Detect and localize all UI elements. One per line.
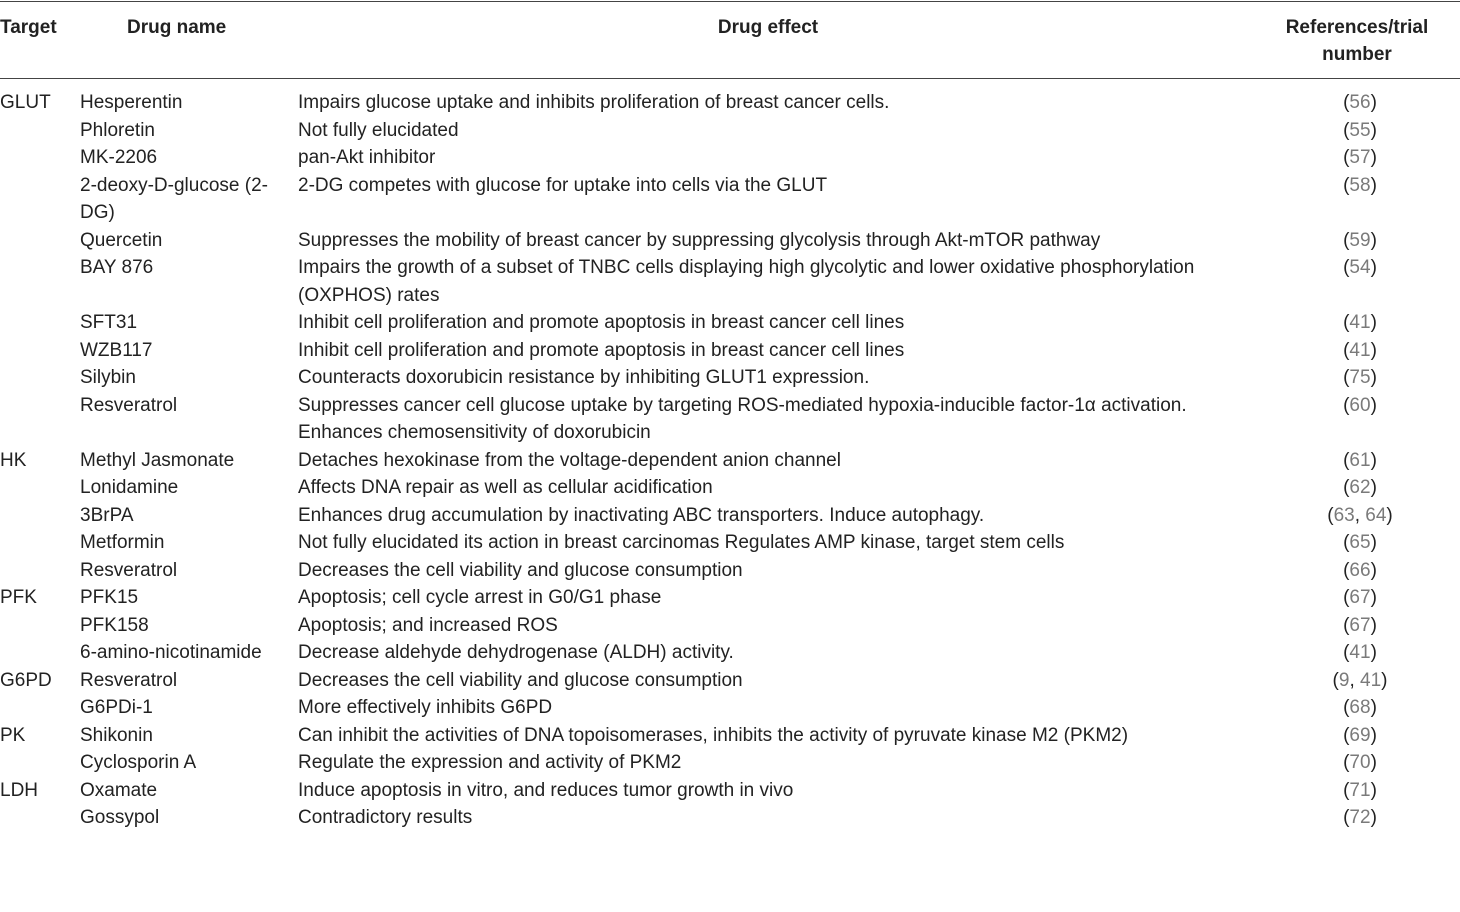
header-drug-effect-label: Drug effect (717, 17, 819, 38)
cell-target (0, 694, 80, 722)
table-row (0, 254, 1460, 309)
reference-link[interactable]: 41 (1349, 642, 1371, 663)
reference-link[interactable]: 60 (1349, 394, 1371, 416)
drug-name-text: 3BrPA (80, 504, 134, 526)
cell-drug-name (80, 612, 298, 640)
reference-link[interactable]: 41 (1349, 339, 1371, 361)
cell-drug-name (80, 667, 298, 695)
cell-references: (71) (1343, 779, 1377, 801)
cell-drug-name (80, 337, 298, 365)
cell-drug-effect: Impairs the growth of a subset of TNBC cells displaying high glycolytic and lower oxidative phosphorylation (OXPHOS) rates (298, 257, 1195, 306)
cell-drug-name (80, 777, 298, 805)
cell-references: (9, 41) (1332, 669, 1388, 691)
cell-drug-name (80, 227, 298, 255)
table-row (0, 227, 1460, 255)
drug-name-text: SFT31 (80, 312, 138, 333)
cell-drug-name (80, 364, 298, 392)
table-row (0, 392, 1460, 447)
table-top-rule (0, 1, 1460, 2)
cell-references: (41) (1343, 339, 1377, 361)
drug-name-text: Phloretin (80, 119, 155, 141)
reference-link[interactable]: 65 (1349, 532, 1371, 553)
cell-references: (67) (1343, 614, 1377, 636)
cell-references: (60) (1343, 394, 1377, 416)
reference-link[interactable]: 41 (1360, 669, 1382, 691)
cell-target (0, 502, 80, 530)
cell-target (0, 309, 80, 337)
cell-drug-effect: pan-Akt inhibitor (298, 147, 436, 168)
cell-references: (54) (1343, 257, 1377, 278)
reference-link[interactable]: 75 (1349, 367, 1371, 388)
cell-references: (67) (1343, 587, 1377, 608)
drug-name-text: Resveratrol (80, 669, 178, 691)
cell-references: (69) (1343, 724, 1377, 746)
drug-name-text: PFK15 (80, 587, 139, 608)
cell-drug-effect: More effectively inhibits G6PD (298, 697, 553, 718)
cell-drug-effect: Detaches hexokinase from the voltage-dependent anion channel (298, 449, 841, 471)
table-row (0, 557, 1460, 585)
reference-link[interactable]: 61 (1349, 449, 1371, 471)
cell-drug-effect: Inhibit cell proliferation and promote apoptosis in breast cancer cell lines (298, 312, 905, 333)
table-row (0, 529, 1460, 557)
drug-name-text: 6-amino-nicotinamide (80, 642, 262, 663)
header-references-line2: number (1322, 44, 1392, 65)
cell-target: PFK (0, 587, 37, 608)
cell-drug-effect: 2-DG competes with glucose for uptake into cells via the GLUT (298, 174, 828, 196)
table-row (0, 777, 1460, 805)
table-row (0, 144, 1460, 172)
cell-target (0, 144, 80, 172)
header-references (1256, 14, 1458, 68)
drug-name-text: Hesperentin (80, 92, 183, 113)
drug-name-text: Oxamate (80, 779, 158, 801)
cell-target (0, 392, 80, 447)
reference-link[interactable]: 54 (1349, 257, 1371, 278)
cell-references: (63, 64) (1327, 504, 1393, 526)
cell-drug-effect: Contradictory results (298, 807, 473, 828)
drug-name-text: Shikonin (80, 724, 153, 746)
cell-target (0, 337, 80, 365)
cell-references: (62) (1343, 477, 1377, 498)
reference-link[interactable]: 64 (1365, 504, 1387, 526)
cell-drug-effect: Not fully elucidated its action in breast carcinomas Regulates AMP kinase, target stem cells (298, 532, 1065, 553)
header-drug-name: Drug name (127, 17, 227, 38)
cell-target (0, 117, 80, 145)
reference-link[interactable]: 55 (1349, 119, 1371, 141)
cell-drug-name (80, 89, 298, 117)
cell-drug-name (80, 117, 298, 145)
cell-drug-name (80, 557, 298, 585)
cell-drug-name (80, 144, 298, 172)
cell-drug-name (80, 804, 298, 832)
cell-drug-name (80, 502, 298, 530)
table-row (0, 117, 1460, 145)
reference-link[interactable]: 69 (1349, 724, 1371, 746)
cell-references: (61) (1343, 449, 1377, 471)
header-drug-effect (0, 14, 1460, 41)
cell-drug-effect: Affects DNA repair as well as cellular acidification (298, 477, 713, 498)
drug-name-text: PFK158 (80, 614, 149, 636)
reference-link[interactable]: 57 (1349, 147, 1371, 168)
drug-name-text: G6PDi-1 (80, 697, 153, 718)
table-row (0, 639, 1460, 667)
cell-drug-name (80, 447, 298, 475)
reference-link[interactable]: 67 (1349, 614, 1371, 636)
cell-drug-effect: Decreases the cell viability and glucose consumption (298, 669, 743, 691)
drug-name-text: WZB117 (80, 339, 153, 361)
cell-target: PK (0, 724, 26, 746)
cell-drug-name (80, 254, 298, 309)
reference-link[interactable]: 56 (1349, 92, 1371, 113)
reference-link[interactable]: 59 (1349, 229, 1371, 251)
drug-name-text: Silybin (80, 367, 136, 388)
reference-link[interactable]: 58 (1349, 174, 1371, 196)
cell-references: (41) (1343, 642, 1377, 663)
cell-target (0, 172, 80, 227)
cell-references: (70) (1343, 752, 1377, 773)
table-row (0, 612, 1460, 640)
cell-target (0, 529, 80, 557)
cell-target (0, 804, 80, 832)
drug-name-text: MK-2206 (80, 147, 158, 168)
cell-drug-name (80, 309, 298, 337)
drug-name-text: Quercetin (80, 229, 163, 251)
reference-link[interactable]: 72 (1349, 807, 1371, 828)
cell-references: (68) (1343, 697, 1377, 718)
table-row (0, 364, 1460, 392)
cell-drug-effect: Apoptosis; cell cycle arrest in G0/G1 phase (298, 587, 662, 608)
table-row (0, 337, 1460, 365)
reference-link[interactable]: 9 (1338, 669, 1350, 691)
cell-drug-effect: Can inhibit the activities of DNA topoisomerases, inhibits the activity of pyruvate kinase M2 (PKM2) (298, 724, 1129, 746)
drug-name-text: Lonidamine (80, 477, 179, 498)
table-row (0, 722, 1460, 750)
cell-target (0, 749, 80, 777)
header-references-line1: References/trial (1285, 17, 1429, 38)
drug-name-text: Methyl Jasmonate (80, 449, 235, 471)
reference-link[interactable]: 62 (1349, 477, 1371, 498)
cell-drug-name (80, 529, 298, 557)
cell-references: (65) (1343, 532, 1377, 553)
cell-target (0, 227, 80, 255)
cell-drug-name (80, 172, 298, 227)
drug-name-text: Cyclosporin A (80, 752, 197, 773)
cell-target: HK (0, 449, 27, 471)
drug-name-text: BAY 876 (80, 257, 154, 278)
cell-drug-effect: Apoptosis; and increased ROS (298, 614, 558, 636)
cell-drug-name (80, 722, 298, 750)
table-row (0, 447, 1460, 475)
cell-drug-effect: Suppresses cancer cell glucose uptake by targeting ROS-mediated hypoxia-inducible factor-1α activation. Enhances chemosensitivity of doxorubicin (298, 394, 1187, 443)
cell-drug-name (80, 584, 298, 612)
table-header-rule (0, 78, 1460, 79)
cell-drug-name (80, 392, 298, 447)
drug-name-text: Resveratrol (80, 394, 178, 416)
drug-name-text: 2-deoxy-D-glucose (2-DG) (80, 174, 268, 223)
cell-drug-effect: Not fully elucidated (298, 119, 459, 141)
table-row (0, 502, 1460, 530)
cell-drug-effect: Decrease aldehyde dehydrogenase (ALDH) activity. (298, 642, 734, 663)
table-row (0, 667, 1460, 695)
cell-references: (57) (1343, 147, 1377, 168)
cell-references: (75) (1343, 367, 1377, 388)
cell-drug-effect: Counteracts doxorubicin resistance by inhibiting GLUT1 expression. (298, 367, 870, 388)
reference-link[interactable]: 67 (1349, 587, 1371, 608)
cell-target (0, 639, 80, 667)
reference-link[interactable]: 41 (1349, 312, 1371, 333)
cell-drug-name (80, 694, 298, 722)
cell-drug-effect: Enhances drug accumulation by inactivating ABC transporters. Induce autophagy. (298, 504, 985, 526)
cell-target (0, 612, 80, 640)
drug-table (0, 89, 1460, 832)
cell-references: (55) (1343, 119, 1377, 141)
table-row (0, 172, 1460, 227)
table-row (0, 694, 1460, 722)
reference-link[interactable]: 68 (1349, 697, 1371, 718)
cell-references: (59) (1343, 229, 1377, 251)
cell-target: G6PD (0, 669, 52, 691)
reference-link[interactable]: 70 (1349, 752, 1371, 773)
table-row (0, 309, 1460, 337)
table-row (0, 474, 1460, 502)
cell-drug-name (80, 639, 298, 667)
reference-link[interactable]: 71 (1349, 779, 1371, 801)
drug-name-text: Metformin (80, 532, 165, 553)
cell-target: LDH (0, 779, 39, 801)
cell-drug-name (80, 749, 298, 777)
table-row (0, 749, 1460, 777)
header-target: Target (0, 17, 57, 38)
cell-drug-effect: Induce apoptosis in vitro, and reduces tumor growth in vivo (298, 779, 794, 801)
cell-target (0, 364, 80, 392)
reference-link[interactable]: 66 (1349, 559, 1371, 581)
table-row (0, 804, 1460, 832)
cell-target (0, 474, 80, 502)
cell-drug-effect: Inhibit cell proliferation and promote apoptosis in breast cancer cell lines (298, 339, 905, 361)
cell-references: (41) (1343, 312, 1377, 333)
cell-drug-effect: Suppresses the mobility of breast cancer by suppressing glycolysis through Akt-mTOR pathway (298, 229, 1101, 251)
cell-references: (58) (1343, 174, 1377, 196)
cell-target: GLUT (0, 92, 51, 113)
cell-drug-name (80, 474, 298, 502)
cell-target (0, 557, 80, 585)
table-row (0, 584, 1460, 612)
cell-drug-effect: Regulate the expression and activity of PKM2 (298, 752, 682, 773)
cell-references: (56) (1343, 92, 1377, 113)
drug-table-body (0, 89, 1460, 832)
cell-drug-effect: Decreases the cell viability and glucose consumption (298, 559, 743, 581)
cell-drug-effect: Impairs glucose uptake and inhibits proliferation of breast cancer cells. (298, 92, 890, 113)
drug-name-text: Resveratrol (80, 559, 178, 581)
cell-references: (66) (1343, 559, 1377, 581)
table-row (0, 89, 1460, 117)
drug-name-text: Gossypol (80, 807, 160, 828)
reference-link[interactable]: 63 (1333, 504, 1355, 526)
cell-target (0, 254, 80, 309)
cell-references: (72) (1343, 807, 1377, 828)
